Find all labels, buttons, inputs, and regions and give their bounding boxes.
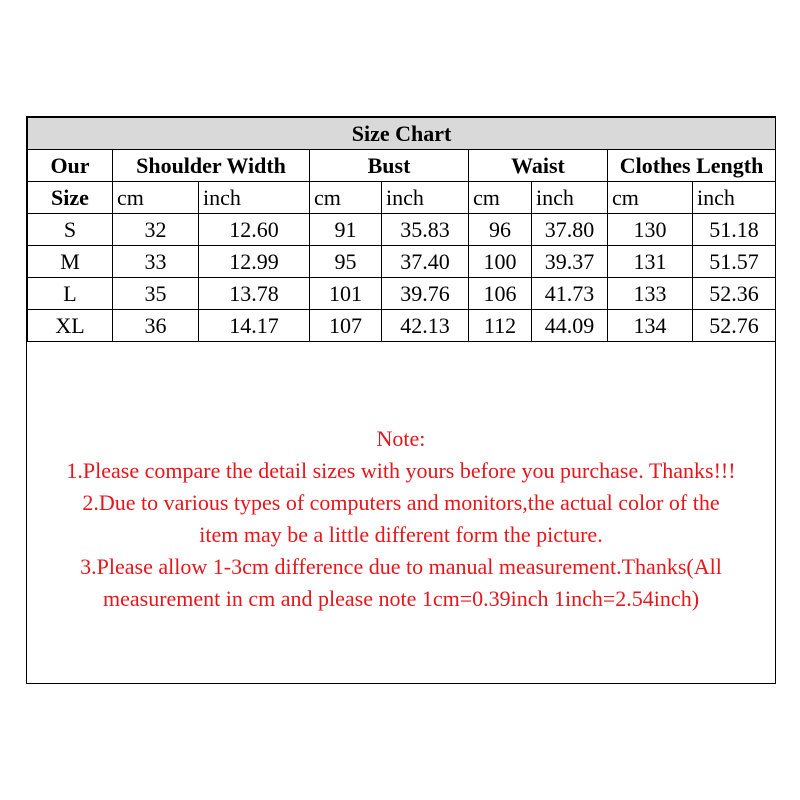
- table-cell: 100: [469, 246, 532, 278]
- table-row: [28, 214, 776, 246]
- table-cell: 95: [310, 246, 382, 278]
- unit-header-row: [28, 182, 776, 214]
- note-line: measurement in cm and please note 1cm=0.39inch 1inch=2.54inch): [102, 586, 700, 611]
- size-label: S: [28, 214, 113, 246]
- size-label: XL: [28, 310, 113, 342]
- note-line: item may be a little different form the picture.: [199, 522, 603, 547]
- table-cell: 134: [608, 310, 693, 342]
- table-cell: 96: [469, 214, 532, 246]
- notes-section: [27, 423, 775, 615]
- table-cell: 44.09: [532, 310, 608, 342]
- table-cell: 39.76: [382, 278, 469, 310]
- table-cell: 112: [469, 310, 532, 342]
- chart-title: Size Chart: [28, 118, 776, 150]
- unit-cell: cm: [608, 182, 693, 214]
- table-cell: 35.83: [382, 214, 469, 246]
- table-cell: 133: [608, 278, 693, 310]
- table-cell: 41.73: [532, 278, 608, 310]
- table-row: [28, 278, 776, 310]
- table-cell: 130: [608, 214, 693, 246]
- unit-cell: inch: [382, 182, 469, 214]
- title-row: [28, 118, 776, 150]
- waist-header: Waist: [469, 150, 608, 182]
- unit-cell: cm: [469, 182, 532, 214]
- our-size-header: Our: [28, 150, 113, 182]
- table-cell: 39.37: [532, 246, 608, 278]
- table-cell: 101: [310, 278, 382, 310]
- table-cell: 107: [310, 310, 382, 342]
- table-cell: 35: [113, 278, 199, 310]
- shoulder-width-header: Shoulder Width: [113, 150, 310, 182]
- group-header-row: [28, 150, 776, 182]
- clothes-length-header: Clothes Length: [608, 150, 776, 182]
- table-cell: 37.40: [382, 246, 469, 278]
- size-label: M: [28, 246, 113, 278]
- table-cell: 51.57: [693, 246, 776, 278]
- table-cell: 13.78: [199, 278, 310, 310]
- table-cell: 91: [310, 214, 382, 246]
- table-row: [28, 246, 776, 278]
- note-line: 1.Please compare the detail sizes with yours before you purchase. Thanks!!!: [66, 458, 736, 483]
- table-cell: 37.80: [532, 214, 608, 246]
- size-label: L: [28, 278, 113, 310]
- table-cell: 106: [469, 278, 532, 310]
- note-heading: Note:: [376, 426, 426, 451]
- size-header: Size: [28, 182, 113, 214]
- size-table: [27, 117, 776, 342]
- unit-cell: inch: [199, 182, 310, 214]
- table-cell: 131: [608, 246, 693, 278]
- unit-cell: cm: [113, 182, 199, 214]
- table-cell: 51.18: [693, 214, 776, 246]
- table-cell: 52.36: [693, 278, 776, 310]
- table-cell: 14.17: [199, 310, 310, 342]
- table-cell: 12.60: [199, 214, 310, 246]
- bust-header: Bust: [310, 150, 469, 182]
- table-cell: 32: [113, 214, 199, 246]
- table-cell: 12.99: [199, 246, 310, 278]
- table-cell: 42.13: [382, 310, 469, 342]
- unit-cell: inch: [693, 182, 776, 214]
- unit-cell: inch: [532, 182, 608, 214]
- table-cell: 36: [113, 310, 199, 342]
- table-cell: 52.76: [693, 310, 776, 342]
- table-row: [28, 310, 776, 342]
- size-chart: [26, 116, 776, 684]
- note-line: 3.Please allow 1-3cm difference due to manual measurement.Thanks(All: [80, 554, 722, 579]
- note-line: 2.Due to various types of computers and monitors,the actual color of the: [82, 490, 720, 515]
- table-cell: 33: [113, 246, 199, 278]
- unit-cell: cm: [310, 182, 382, 214]
